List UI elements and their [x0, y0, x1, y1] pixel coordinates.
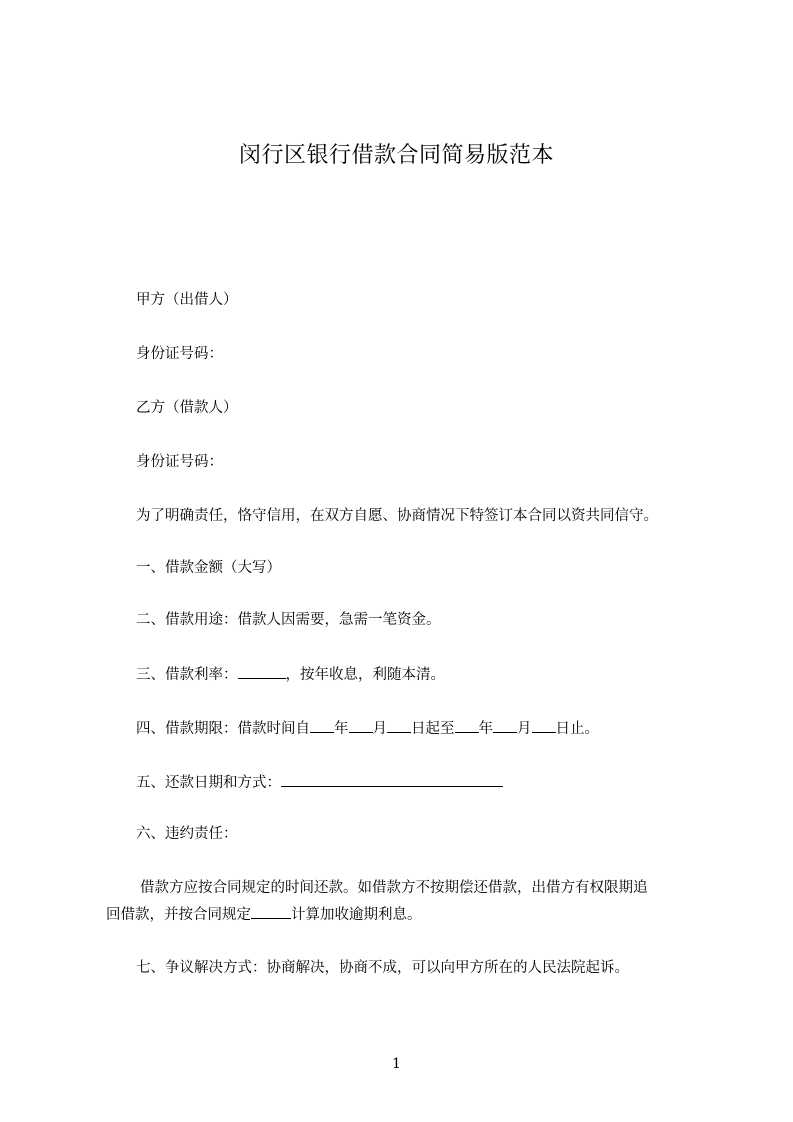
clause-2-purpose: 二、借款用途：借款人因需要，急需一笔资金。: [136, 612, 441, 628]
clause-6-body-line-1: 借款方应按合同规定的时间还款。如借款方不按期偿还借款，出借方有权限期追: [140, 880, 648, 896]
clause-3-interest: [136, 664, 445, 685]
overdue-interest-blank: [251, 904, 291, 919]
party-a-id-line: 身份证号码：: [136, 346, 223, 362]
clause-6-body-2-tail: 计算加收逾期利息。: [291, 907, 422, 923]
interest-rate-blank: [238, 664, 286, 679]
start-day-blank: [387, 718, 411, 733]
clause-4-year-2: 年: [478, 721, 493, 737]
clause-4-term: [136, 718, 599, 739]
clause-6-liability: 六、违约责任：: [136, 826, 238, 842]
preamble-line: 为了明确责任，恪守信用，在双方自愿、协商情况下特签订本合同以资共同信守。: [136, 508, 658, 524]
party-b-id-line: 身份证号码：: [136, 454, 223, 470]
clause-4-month-1: 月: [372, 721, 387, 737]
party-a-line: 甲方（出借人）: [136, 292, 238, 308]
clause-5-repayment: [136, 772, 503, 793]
start-month-blank: [349, 718, 373, 733]
start-year-blank: [310, 718, 334, 733]
page-number: 1: [392, 1056, 401, 1072]
clause-4-from-to: 日起至: [411, 721, 455, 737]
clause-4-year-1: 年: [334, 721, 349, 737]
clause-4-label: 四、借款期限：借款时间自: [136, 721, 310, 737]
document-title: 闵行区银行借款合同简易版范本: [238, 143, 554, 168]
clause-3-label: 三、借款利率：: [136, 667, 238, 683]
clause-4-end: 日止。: [555, 721, 599, 737]
clause-4-month-2: 月: [517, 721, 532, 737]
clause-6-body-line-2: [106, 904, 422, 925]
clause-6-body-2-label: 回借款，并按合同规定: [106, 907, 251, 923]
clause-5-label: 五、还款日期和方式：: [136, 775, 281, 791]
clause-1-amount: 一、借款金额（大写）: [136, 560, 281, 576]
party-b-line: 乙方（借款人）: [136, 400, 238, 416]
repayment-method-blank: [281, 772, 503, 787]
end-year-blank: [455, 718, 479, 733]
clause-3-tail: ，按年收息，利随本清。: [285, 667, 445, 683]
end-day-blank: [532, 718, 556, 733]
end-month-blank: [493, 718, 517, 733]
clause-7-dispute: 七、争议解决方式：协商解决，协商不成，可以向甲方所在的人民法院起诉。: [136, 960, 629, 976]
